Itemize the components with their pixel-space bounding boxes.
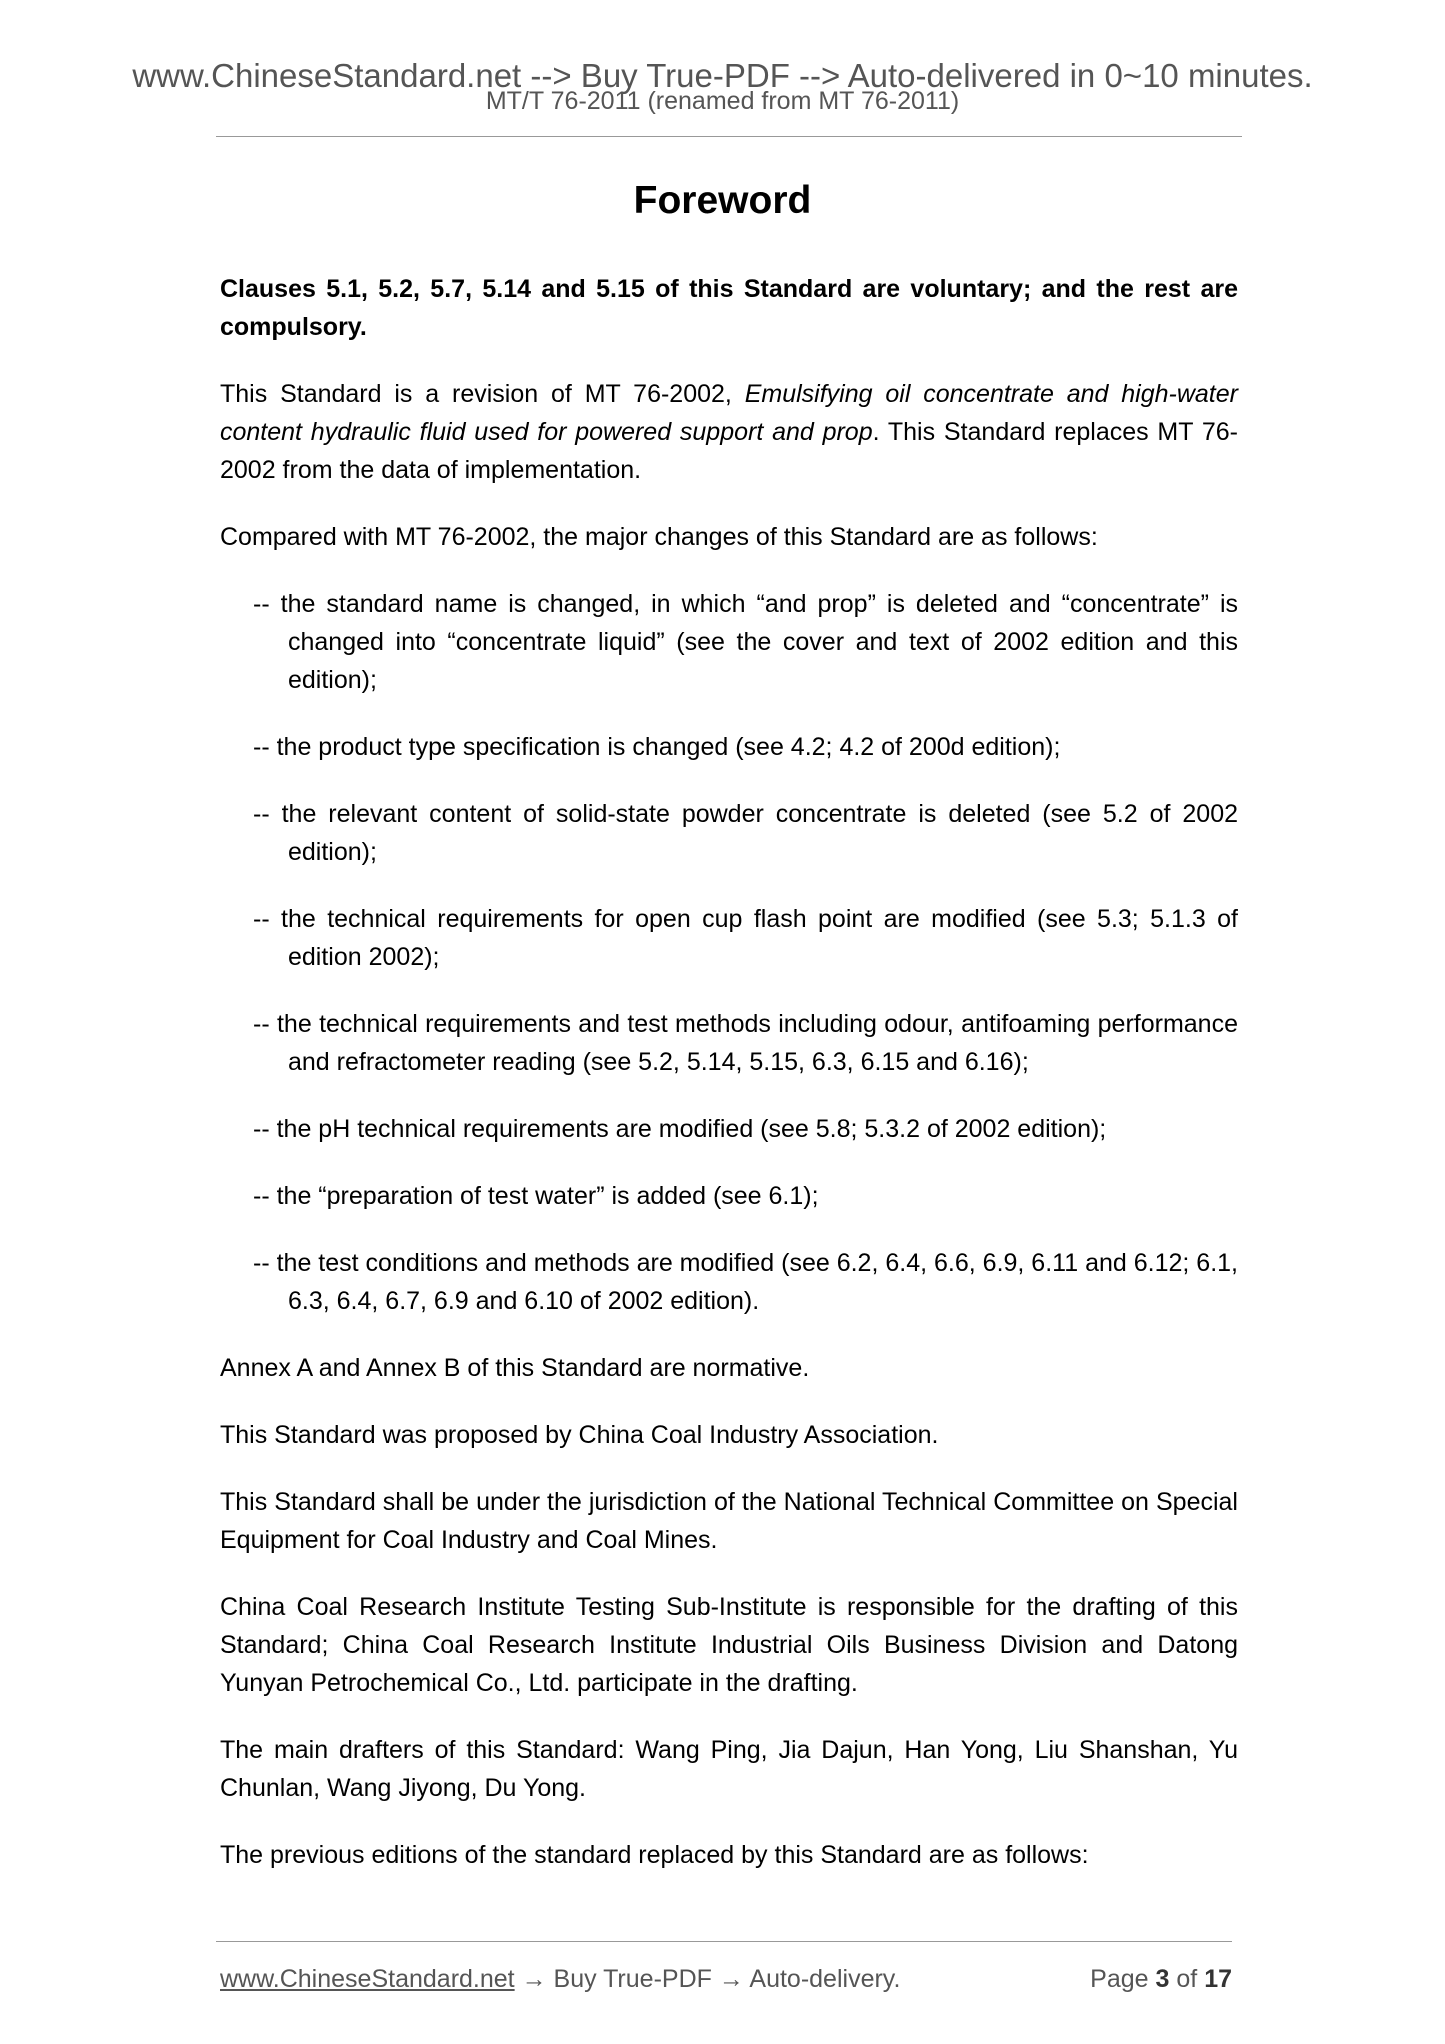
list-item: -- the “preparation of test water” is added (see 6.1); (253, 1182, 819, 1210)
revision-text-start: This Standard is a revision of MT 76-2002, (220, 380, 745, 408)
page-total: 17 (1204, 1965, 1232, 1993)
previous-editions-paragraph: The previous editions of the standard replaced by this Standard are as follows: (220, 1841, 1089, 1869)
standard-number: MT/T 76-2011 (renamed from MT 76-2011) (485, 87, 960, 115)
proposed-by-paragraph: This Standard was proposed by China Coal Industry Association. (220, 1421, 939, 1449)
list-item: -- the technical requirements for open cup flash point are modified (see 5.3; 5.1.3 of edition 2002); (253, 905, 1238, 971)
page-indicator (1090, 1962, 1232, 1996)
page-number: 3 (1155, 1965, 1170, 1993)
list-item: -- the pH technical requirements are modified (see 5.8; 5.3.2 of 2002 edition); (253, 1115, 1107, 1143)
foreword-body (220, 270, 1238, 1903)
changes-list (220, 585, 1238, 1320)
changes-intro-paragraph: Compared with MT 76-2002, the major changes of this Standard are as follows: (220, 523, 1098, 551)
page-footer (220, 1962, 1232, 1996)
footer-promo-text: → Buy True-PDF → Auto-delivery. (514, 1965, 901, 1993)
annex-paragraph: Annex A and Annex B of this Standard are normative. (220, 1354, 810, 1382)
list-item: -- the test conditions and methods are modified (see 6.2, 6.4, 6.6, 6.9, 6.11 and 6.12; 6.1, 6.3, 6.4, 6.7, 6.9 and 6.10 of 2002 edition). (253, 1249, 1238, 1315)
list-item: -- the product type specification is changed (see 4.2; 4.2 of 200d edition); (253, 733, 1061, 761)
footer-divider (216, 1941, 1232, 1942)
footer-site-link[interactable]: www.ChineseStandard.net (220, 1965, 515, 1993)
voluntary-clauses-paragraph: Clauses 5.1, 5.2, 5.7, 5.14 and 5.15 of this Standard are voluntary; and the rest are compulsory. (220, 275, 1238, 341)
page-of-label: of (1176, 1965, 1198, 1993)
list-item: -- the standard name is changed, in which “and prop” is deleted and “concentrate” is changed into “concentrate liquid” (see the cover and text of 2002 edition and this edition); (253, 590, 1238, 694)
list-item: -- the relevant content of solid-state powder concentrate is deleted (see 5.2 of 2002 edition); (253, 800, 1238, 866)
revision-text-end: . This Standard replaces MT 76-2002 from the data of implementation. (220, 418, 1238, 484)
jurisdiction-paragraph: This Standard shall be under the jurisdiction of the National Technical Committee on Special Equipment for Coal Industry and Coal Mines. (220, 1488, 1238, 1554)
revision-paragraph (220, 375, 1238, 489)
drafters-paragraph: The main drafters of this Standard: Wang Ping, Jia Dajun, Han Yong, Liu Shanshan, Yu Chunlan, Wang Jiyong, Du Yong. (220, 1736, 1238, 1802)
header-banner: www.ChineseStandard.net --> Buy True-PDF --> Auto-delivered in 0~10 minutes. (132, 57, 1313, 94)
page-title: Foreword (633, 179, 812, 222)
header-divider (216, 136, 1242, 137)
previous-standard-title: Emulsifying oil concentrate and high-water content hydraulic fluid used for powered support and prop (220, 380, 1238, 446)
drafting-organizations-paragraph: China Coal Research Institute Testing Sub-Institute is responsible for the drafting of this Standard; China Coal Research Institute Industrial Oils Business Division and Datong Yunyan Petrochemical Co., Ltd. participate in the drafting. (220, 1593, 1238, 1697)
page-label: Page (1090, 1965, 1149, 1993)
list-item: -- the technical requirements and test methods including odour, antifoaming performance and refractometer reading (see 5.2, 5.14, 5.15, 6.3, 6.15 and 6.16); (253, 1010, 1238, 1076)
footer-promo (220, 1962, 900, 1996)
